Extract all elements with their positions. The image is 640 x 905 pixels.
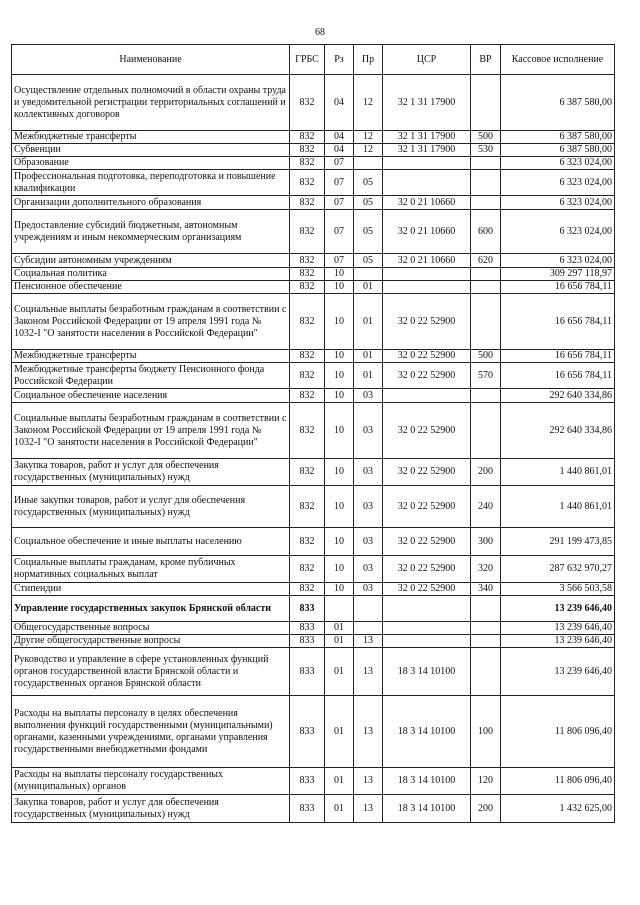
cell-amount: 11 806 096,40 bbox=[501, 768, 615, 795]
cell-name: Расходы на выплаты персоналу государственных (муниципальных) органов bbox=[12, 768, 290, 795]
cell-name: Образование bbox=[12, 157, 290, 170]
table-row bbox=[12, 459, 615, 486]
cell-pr: 03 bbox=[354, 528, 383, 556]
cell-grbs: 832 bbox=[290, 459, 325, 486]
cell-pr: 05 bbox=[354, 210, 383, 254]
cell-pr: 03 bbox=[354, 403, 383, 459]
cell-vr: 570 bbox=[471, 363, 501, 389]
cell-amount: 6 323 024,00 bbox=[501, 157, 615, 170]
cell-pr: 12 bbox=[354, 131, 383, 144]
table-row bbox=[12, 403, 615, 459]
cell-grbs: 833 bbox=[290, 622, 325, 635]
cell-name: Социальная политика bbox=[12, 268, 290, 281]
cell-rz: 10 bbox=[325, 281, 354, 294]
header-grbs: ГРБС bbox=[290, 45, 325, 75]
cell-csr: 32 1 31 17900 bbox=[383, 144, 471, 157]
cell-amount: 287 632 970,27 bbox=[501, 556, 615, 583]
cell-rz: 04 bbox=[325, 75, 354, 131]
cell-vr bbox=[471, 648, 501, 696]
header-rz: Рз bbox=[325, 45, 354, 75]
cell-vr bbox=[471, 268, 501, 281]
cell-grbs: 833 bbox=[290, 648, 325, 696]
table-body bbox=[12, 75, 615, 823]
cell-rz: 01 bbox=[325, 768, 354, 795]
cell-rz: 01 bbox=[325, 648, 354, 696]
cell-amount: 292 640 334,86 bbox=[501, 389, 615, 403]
budget-table bbox=[11, 44, 615, 823]
cell-rz: 10 bbox=[325, 294, 354, 350]
cell-rz: 10 bbox=[325, 486, 354, 528]
cell-amount: 11 806 096,40 bbox=[501, 696, 615, 768]
cell-amount: 13 239 646,40 bbox=[501, 622, 615, 635]
cell-amount: 6 387 580,00 bbox=[501, 75, 615, 131]
cell-rz: 07 bbox=[325, 254, 354, 268]
cell-grbs: 833 bbox=[290, 795, 325, 823]
page-number: 68 bbox=[315, 27, 325, 38]
cell-amount: 1 440 861,01 bbox=[501, 459, 615, 486]
table-row bbox=[12, 131, 615, 144]
cell-grbs: 832 bbox=[290, 170, 325, 196]
cell-rz: 07 bbox=[325, 196, 354, 210]
table-row bbox=[12, 268, 615, 281]
cell-csr: 32 0 22 52900 bbox=[383, 403, 471, 459]
cell-amount: 6 323 024,00 bbox=[501, 170, 615, 196]
cell-name: Иные закупки товаров, работ и услуг для обеспечения государственных (муниципальных) нужд bbox=[12, 486, 290, 528]
table-row bbox=[12, 281, 615, 294]
cell-grbs: 832 bbox=[290, 157, 325, 170]
cell-pr: 03 bbox=[354, 459, 383, 486]
cell-vr: 100 bbox=[471, 696, 501, 768]
table-row bbox=[12, 696, 615, 768]
table-row bbox=[12, 528, 615, 556]
header-csr: ЦСР bbox=[383, 45, 471, 75]
table-row bbox=[12, 486, 615, 528]
cell-pr: 03 bbox=[354, 556, 383, 583]
cell-csr: 32 0 22 52900 bbox=[383, 486, 471, 528]
cell-grbs: 832 bbox=[290, 294, 325, 350]
cell-vr bbox=[471, 157, 501, 170]
cell-amount: 6 387 580,00 bbox=[501, 144, 615, 157]
cell-amount: 1 432 625,00 bbox=[501, 795, 615, 823]
cell-pr: 03 bbox=[354, 389, 383, 403]
cell-grbs: 832 bbox=[290, 556, 325, 583]
cell-vr bbox=[471, 596, 501, 622]
cell-csr: 32 0 22 52900 bbox=[383, 556, 471, 583]
cell-vr bbox=[471, 622, 501, 635]
cell-pr: 01 bbox=[354, 363, 383, 389]
cell-rz: 10 bbox=[325, 528, 354, 556]
cell-name: Стипендии bbox=[12, 583, 290, 596]
table-row bbox=[12, 196, 615, 210]
cell-pr: 05 bbox=[354, 254, 383, 268]
cell-name: Субсидии автономным учреждениям bbox=[12, 254, 290, 268]
cell-csr: 32 0 22 52900 bbox=[383, 350, 471, 363]
cell-vr bbox=[471, 281, 501, 294]
cell-csr: 32 0 22 52900 bbox=[383, 363, 471, 389]
cell-amount: 13 239 646,40 bbox=[501, 648, 615, 696]
cell-pr: 13 bbox=[354, 648, 383, 696]
table-header-row bbox=[12, 45, 615, 75]
cell-rz: 10 bbox=[325, 403, 354, 459]
cell-grbs: 832 bbox=[290, 131, 325, 144]
cell-grbs: 832 bbox=[290, 528, 325, 556]
cell-grbs: 832 bbox=[290, 350, 325, 363]
cell-pr bbox=[354, 622, 383, 635]
cell-grbs: 832 bbox=[290, 196, 325, 210]
cell-grbs: 832 bbox=[290, 144, 325, 157]
header-vr: ВР bbox=[471, 45, 501, 75]
cell-name: Закупка товаров, работ и услуг для обеспечения государственных (муниципальных) нужд bbox=[12, 459, 290, 486]
table-row bbox=[12, 648, 615, 696]
cell-rz: 10 bbox=[325, 583, 354, 596]
cell-vr bbox=[471, 294, 501, 350]
cell-vr: 340 bbox=[471, 583, 501, 596]
table-row bbox=[12, 75, 615, 131]
cell-amount: 13 239 646,40 bbox=[501, 635, 615, 648]
cell-pr: 13 bbox=[354, 795, 383, 823]
cell-name: Субвенции bbox=[12, 144, 290, 157]
cell-amount: 6 323 024,00 bbox=[501, 196, 615, 210]
cell-name: Социальные выплаты безработным гражданам в соответствии с Законом Российской Федерации от 19 апреля 1991 года № 1032-I "О занятости населения в Российской Федерации" bbox=[12, 294, 290, 350]
cell-vr: 200 bbox=[471, 795, 501, 823]
cell-grbs: 832 bbox=[290, 210, 325, 254]
cell-pr bbox=[354, 268, 383, 281]
cell-name: Социальное обеспечение и иные выплаты населению bbox=[12, 528, 290, 556]
cell-pr: 01 bbox=[354, 350, 383, 363]
cell-rz: 10 bbox=[325, 363, 354, 389]
cell-rz: 01 bbox=[325, 795, 354, 823]
cell-name: Руководство и управление в сфере установленных функций органов государственной власти Брянской области и государственных органов Брянской области bbox=[12, 648, 290, 696]
cell-name: Социальное обеспечение населения bbox=[12, 389, 290, 403]
cell-name: Предоставление субсидий бюджетным, автономным учреждениям и иным некоммерческим организациям bbox=[12, 210, 290, 254]
cell-csr: 32 0 22 52900 bbox=[383, 459, 471, 486]
cell-name: Межбюджетные трансферты bbox=[12, 350, 290, 363]
table-row bbox=[12, 144, 615, 157]
cell-name: Другие общегосударственные вопросы bbox=[12, 635, 290, 648]
cell-vr bbox=[471, 635, 501, 648]
cell-csr bbox=[383, 170, 471, 196]
cell-rz: 07 bbox=[325, 157, 354, 170]
cell-grbs: 832 bbox=[290, 254, 325, 268]
cell-csr bbox=[383, 596, 471, 622]
cell-grbs: 832 bbox=[290, 583, 325, 596]
cell-rz: 07 bbox=[325, 170, 354, 196]
cell-name: Расходы на выплаты персоналу в целях обеспечения выполнения функций государственными (муниципальными) органами, казенными учреждениями, органами управления государственными внебюджетными фондами bbox=[12, 696, 290, 768]
cell-csr: 18 3 14 10100 bbox=[383, 696, 471, 768]
header-amount: Кассовое исполнение bbox=[501, 45, 615, 75]
cell-grbs: 833 bbox=[290, 596, 325, 622]
cell-amount: 16 656 784,11 bbox=[501, 350, 615, 363]
cell-amount: 16 656 784,11 bbox=[501, 294, 615, 350]
cell-amount: 291 199 473,85 bbox=[501, 528, 615, 556]
table-row bbox=[12, 389, 615, 403]
cell-name: Социальные выплаты гражданам, кроме публичных нормативных социальных выплат bbox=[12, 556, 290, 583]
cell-vr: 530 bbox=[471, 144, 501, 157]
header-pr: Пр bbox=[354, 45, 383, 75]
cell-vr: 620 bbox=[471, 254, 501, 268]
cell-csr: 32 1 31 17900 bbox=[383, 131, 471, 144]
table-row bbox=[12, 210, 615, 254]
table-row bbox=[12, 254, 615, 268]
cell-name: Управление государственных закупок Брянской области bbox=[12, 596, 290, 622]
cell-grbs: 832 bbox=[290, 75, 325, 131]
cell-grbs: 832 bbox=[290, 363, 325, 389]
table-row bbox=[12, 350, 615, 363]
cell-name: Социальные выплаты безработным гражданам в соответствии с Законом Российской Федерации от 19 апреля 1991 года № 1032-I "О занятости населения в Российской Федерации" bbox=[12, 403, 290, 459]
cell-csr bbox=[383, 389, 471, 403]
cell-name: Закупка товаров, работ и услуг для обеспечения государственных (муниципальных) нужд bbox=[12, 795, 290, 823]
cell-grbs: 832 bbox=[290, 486, 325, 528]
table-row bbox=[12, 556, 615, 583]
cell-name: Межбюджетные трансферты бюджету Пенсионного фонда Российской Федерации bbox=[12, 363, 290, 389]
cell-pr: 05 bbox=[354, 170, 383, 196]
cell-vr bbox=[471, 196, 501, 210]
cell-rz: 04 bbox=[325, 131, 354, 144]
cell-amount: 3 566 503,58 bbox=[501, 583, 615, 596]
cell-grbs: 832 bbox=[290, 389, 325, 403]
cell-rz: 04 bbox=[325, 144, 354, 157]
table-row bbox=[12, 170, 615, 196]
cell-grbs: 832 bbox=[290, 268, 325, 281]
header-name: Наименование bbox=[12, 45, 290, 75]
cell-amount: 6 323 024,00 bbox=[501, 210, 615, 254]
cell-vr: 120 bbox=[471, 768, 501, 795]
cell-csr bbox=[383, 157, 471, 170]
cell-pr: 13 bbox=[354, 635, 383, 648]
cell-vr: 500 bbox=[471, 131, 501, 144]
cell-amount: 292 640 334,86 bbox=[501, 403, 615, 459]
cell-vr bbox=[471, 75, 501, 131]
cell-csr: 18 3 14 10100 bbox=[383, 648, 471, 696]
cell-pr: 01 bbox=[354, 281, 383, 294]
cell-pr bbox=[354, 596, 383, 622]
cell-pr: 03 bbox=[354, 486, 383, 528]
cell-vr: 600 bbox=[471, 210, 501, 254]
table-row bbox=[12, 363, 615, 389]
cell-amount: 6 387 580,00 bbox=[501, 131, 615, 144]
cell-pr bbox=[354, 157, 383, 170]
cell-pr: 05 bbox=[354, 196, 383, 210]
table-row bbox=[12, 795, 615, 823]
cell-amount: 6 323 024,00 bbox=[501, 254, 615, 268]
cell-grbs: 833 bbox=[290, 635, 325, 648]
cell-vr: 500 bbox=[471, 350, 501, 363]
cell-rz: 10 bbox=[325, 268, 354, 281]
cell-amount: 16 656 784,11 bbox=[501, 281, 615, 294]
cell-amount: 1 440 861,01 bbox=[501, 486, 615, 528]
cell-pr: 03 bbox=[354, 583, 383, 596]
cell-vr: 200 bbox=[471, 459, 501, 486]
cell-csr: 32 0 21 10660 bbox=[383, 196, 471, 210]
cell-csr bbox=[383, 281, 471, 294]
cell-csr bbox=[383, 268, 471, 281]
cell-rz: 01 bbox=[325, 635, 354, 648]
cell-name: Осуществление отдельных полномочий в области охраны труда и уведомительной регистрации территориальных соглашений и коллективных договоров bbox=[12, 75, 290, 131]
cell-name: Межбюджетные трансферты bbox=[12, 131, 290, 144]
cell-vr bbox=[471, 403, 501, 459]
cell-rz: 10 bbox=[325, 556, 354, 583]
cell-pr: 01 bbox=[354, 294, 383, 350]
cell-csr bbox=[383, 622, 471, 635]
cell-csr: 32 0 21 10660 bbox=[383, 254, 471, 268]
cell-csr: 18 3 14 10100 bbox=[383, 768, 471, 795]
cell-rz: 10 bbox=[325, 459, 354, 486]
cell-rz: 01 bbox=[325, 622, 354, 635]
cell-csr: 32 0 22 52900 bbox=[383, 294, 471, 350]
cell-rz: 10 bbox=[325, 389, 354, 403]
cell-rz: 07 bbox=[325, 210, 354, 254]
cell-pr: 13 bbox=[354, 768, 383, 795]
cell-amount: 309 297 118,97 bbox=[501, 268, 615, 281]
cell-name: Организации дополнительного образования bbox=[12, 196, 290, 210]
table-row bbox=[12, 294, 615, 350]
table-row bbox=[12, 157, 615, 170]
cell-grbs: 832 bbox=[290, 281, 325, 294]
cell-grbs: 832 bbox=[290, 403, 325, 459]
cell-pr: 13 bbox=[354, 696, 383, 768]
cell-name: Пенсионное обеспечение bbox=[12, 281, 290, 294]
cell-grbs: 833 bbox=[290, 696, 325, 768]
cell-pr: 12 bbox=[354, 144, 383, 157]
cell-name: Профессиональная подготовка, переподготовка и повышение квалификации bbox=[12, 170, 290, 196]
cell-rz: 10 bbox=[325, 350, 354, 363]
cell-csr bbox=[383, 635, 471, 648]
cell-csr: 32 1 31 17900 bbox=[383, 75, 471, 131]
table-row bbox=[12, 622, 615, 635]
table-row bbox=[12, 596, 615, 622]
cell-vr: 300 bbox=[471, 528, 501, 556]
table-row bbox=[12, 635, 615, 648]
cell-amount: 16 656 784,11 bbox=[501, 363, 615, 389]
cell-vr: 320 bbox=[471, 556, 501, 583]
cell-vr bbox=[471, 170, 501, 196]
cell-pr: 12 bbox=[354, 75, 383, 131]
cell-csr: 32 0 22 52900 bbox=[383, 528, 471, 556]
cell-csr: 18 3 14 10100 bbox=[383, 795, 471, 823]
cell-vr: 240 bbox=[471, 486, 501, 528]
cell-name: Общегосударственные вопросы bbox=[12, 622, 290, 635]
table-row bbox=[12, 768, 615, 795]
table-row bbox=[12, 583, 615, 596]
cell-grbs: 833 bbox=[290, 768, 325, 795]
cell-rz bbox=[325, 596, 354, 622]
cell-amount: 13 239 646,40 bbox=[501, 596, 615, 622]
cell-csr: 32 0 22 52900 bbox=[383, 583, 471, 596]
cell-csr: 32 0 21 10660 bbox=[383, 210, 471, 254]
cell-rz: 01 bbox=[325, 696, 354, 768]
cell-vr bbox=[471, 389, 501, 403]
